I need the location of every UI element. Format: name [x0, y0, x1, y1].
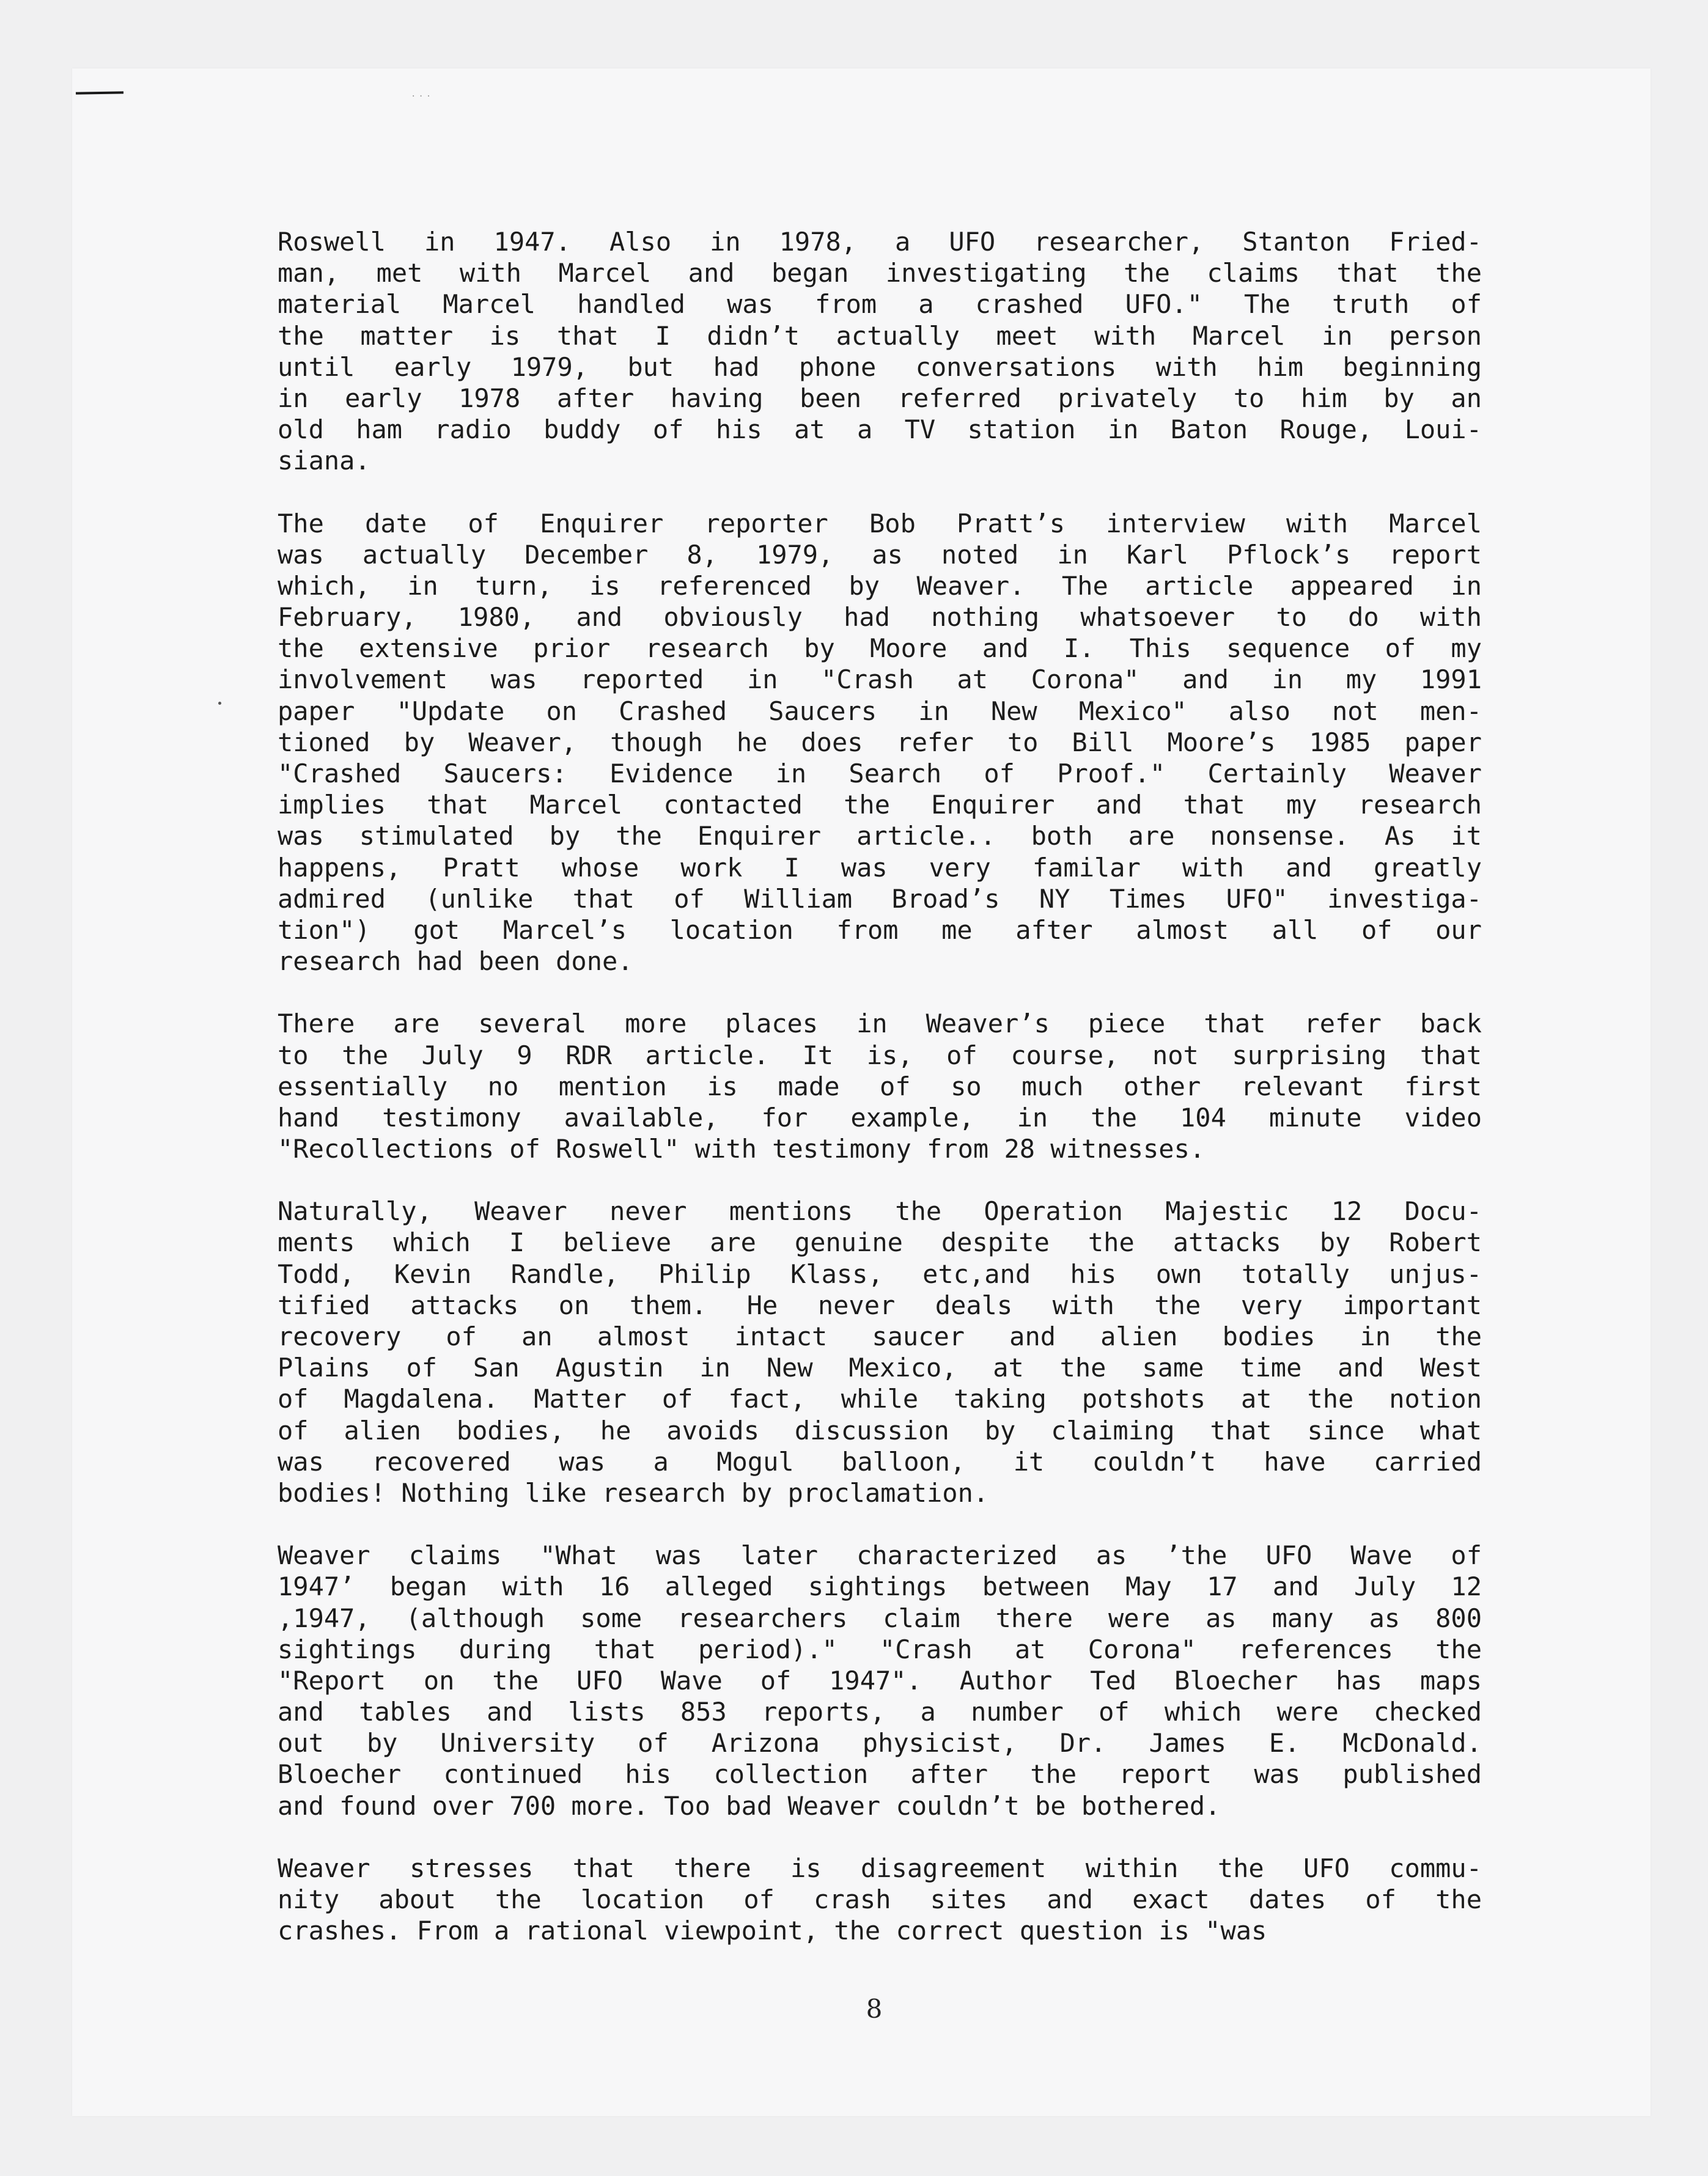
text-line: sightings during that period)." "Crash at Corona" references the	[278, 1634, 1482, 1664]
text-line: Naturally, Weaver never mentions the Operation Majestic 12 Docu-	[278, 1196, 1482, 1227]
faint-marks: ···	[411, 92, 434, 101]
text-line: research had been done.	[278, 946, 633, 977]
text-line: 1947’ began with 16 alleged sightings between May 17 and July 12	[278, 1571, 1482, 1602]
text-line: of Magdalena. Matter of fact, while taking potshots at the notion	[278, 1384, 1482, 1414]
text-line: was stimulated by the Enquirer article.. both are nonsense. As it	[278, 821, 1482, 851]
text-line: implies that Marcel contacted the Enquirer and that my research	[278, 790, 1482, 820]
text-line: Plains of San Agustin in New Mexico, at the same time and West	[278, 1353, 1482, 1383]
text-line: nity about the location of crash sites and exact dates of the	[278, 1884, 1482, 1914]
text-line: crashes. From a rational viewpoint, the correct question is "was	[278, 1916, 1267, 1946]
text-line: and tables and lists 853 reports, a number of which were checked	[278, 1697, 1482, 1727]
text-line: Weaver stresses that there is disagreement within the UFO commu-	[278, 1853, 1482, 1883]
text-line: which, in turn, is referenced by Weaver. The article appeared in	[278, 570, 1482, 601]
text-line: was recovered was a Mogul balloon, it couldn’t have carried	[278, 1446, 1482, 1477]
text-line: Weaver claims "What was later characterized as ’the UFO Wave of	[278, 1540, 1482, 1571]
text-line: the matter is that I didn’t actually meet with Marcel in person	[278, 320, 1482, 351]
text-line: "Recollections of Roswell" with testimony from 28 witnesses.	[278, 1134, 1206, 1164]
text-line: essentially no mention is made of so much other relevant first	[278, 1071, 1482, 1101]
page-number: 8	[866, 1994, 883, 2024]
text-line: tified attacks on them. He never deals with the very important	[278, 1290, 1482, 1320]
text-line: man, met with Marcel and began investigating the claims that the	[278, 258, 1482, 289]
text-line: recovery of an almost intact saucer and alien bodies in the	[278, 1321, 1482, 1351]
paragraph	[278, 1540, 1482, 1821]
paragraph	[278, 1853, 1482, 1947]
text-line: admired (unlike that of William Broad’s NY Times UFO" investiga-	[278, 883, 1482, 914]
text-line: bodies! Nothing like research by proclamation.	[278, 1477, 989, 1508]
text-line: and found over 700 more. Too bad Weaver couldn’t be bothered.	[278, 1790, 1221, 1821]
text-line: Bloecher continued his collection after the report was published	[278, 1759, 1482, 1790]
text-line: in early 1978 after having been referred privately to him by an	[278, 383, 1482, 413]
text-line: until early 1979, but had phone conversations with him beginning	[278, 351, 1482, 382]
text-line: old ham radio buddy of his at a TV station in Baton Rouge, Loui-	[278, 414, 1482, 445]
text-line: siana.	[278, 446, 370, 476]
paragraph	[278, 508, 1482, 977]
text-line: Todd, Kevin Randle, Philip Klass, etc,and his own totally unjus-	[278, 1259, 1482, 1289]
text-line: tion") got Marcel’s location from me after almost all of our	[278, 914, 1482, 945]
text-line: There are several more places in Weaver’s piece that refer back	[278, 1009, 1482, 1039]
text-line: the extensive prior research by Moore and I. This sequence of my	[278, 633, 1482, 664]
text-line: tioned by Weaver, though he does refer to Bill Moore’s 1985 paper	[278, 727, 1482, 757]
text-line: "Report on the UFO Wave of 1947". Author Ted Bloecher has maps	[278, 1665, 1482, 1696]
text-line: "Crashed Saucers: Evidence in Search of Proof." Certainly Weaver	[278, 759, 1482, 788]
text-line: of alien bodies, he avoids discussion by claiming that since what	[278, 1415, 1482, 1446]
paragraph	[278, 1196, 1482, 1509]
document-body	[278, 226, 1482, 1977]
text-line: paper "Update on Crashed Saucers in New Mexico" also not men-	[278, 696, 1482, 726]
text-line: involvement was reported in "Crash at Corona" and in my 1991	[278, 664, 1482, 695]
paragraph	[278, 1008, 1482, 1164]
text-line: material Marcel handled was from a crashed UFO." The truth of	[278, 289, 1482, 320]
text-line: was actually December 8, 1979, as noted in Karl Pflock’s report	[278, 539, 1482, 570]
text-line: The date of Enquirer reporter Bob Pratt’s interview with Marcel	[278, 508, 1482, 538]
text-line: happens, Pratt whose work I was very familar with and greatly	[278, 852, 1482, 883]
text-line: hand testimony available, for example, in the 104 minute video	[278, 1102, 1482, 1133]
text-line: Roswell in 1947. Also in 1978, a UFO researcher, Stanton Fried-	[278, 227, 1482, 257]
text-line: ments which I believe are genuine despite the attacks by Robert	[278, 1227, 1482, 1258]
paragraph	[278, 226, 1482, 477]
stray-dot	[218, 702, 221, 705]
text-line: February, 1980, and obviously had nothing whatsoever to do with	[278, 602, 1482, 633]
text-line: ,1947, (although some researchers claim there were as many as 800	[278, 1603, 1482, 1633]
text-line: to the July 9 RDR article. It is, of course, not surprising that	[278, 1040, 1482, 1070]
text-line: out by University of Arizona physicist, Dr. James E. McDonald.	[278, 1728, 1482, 1759]
